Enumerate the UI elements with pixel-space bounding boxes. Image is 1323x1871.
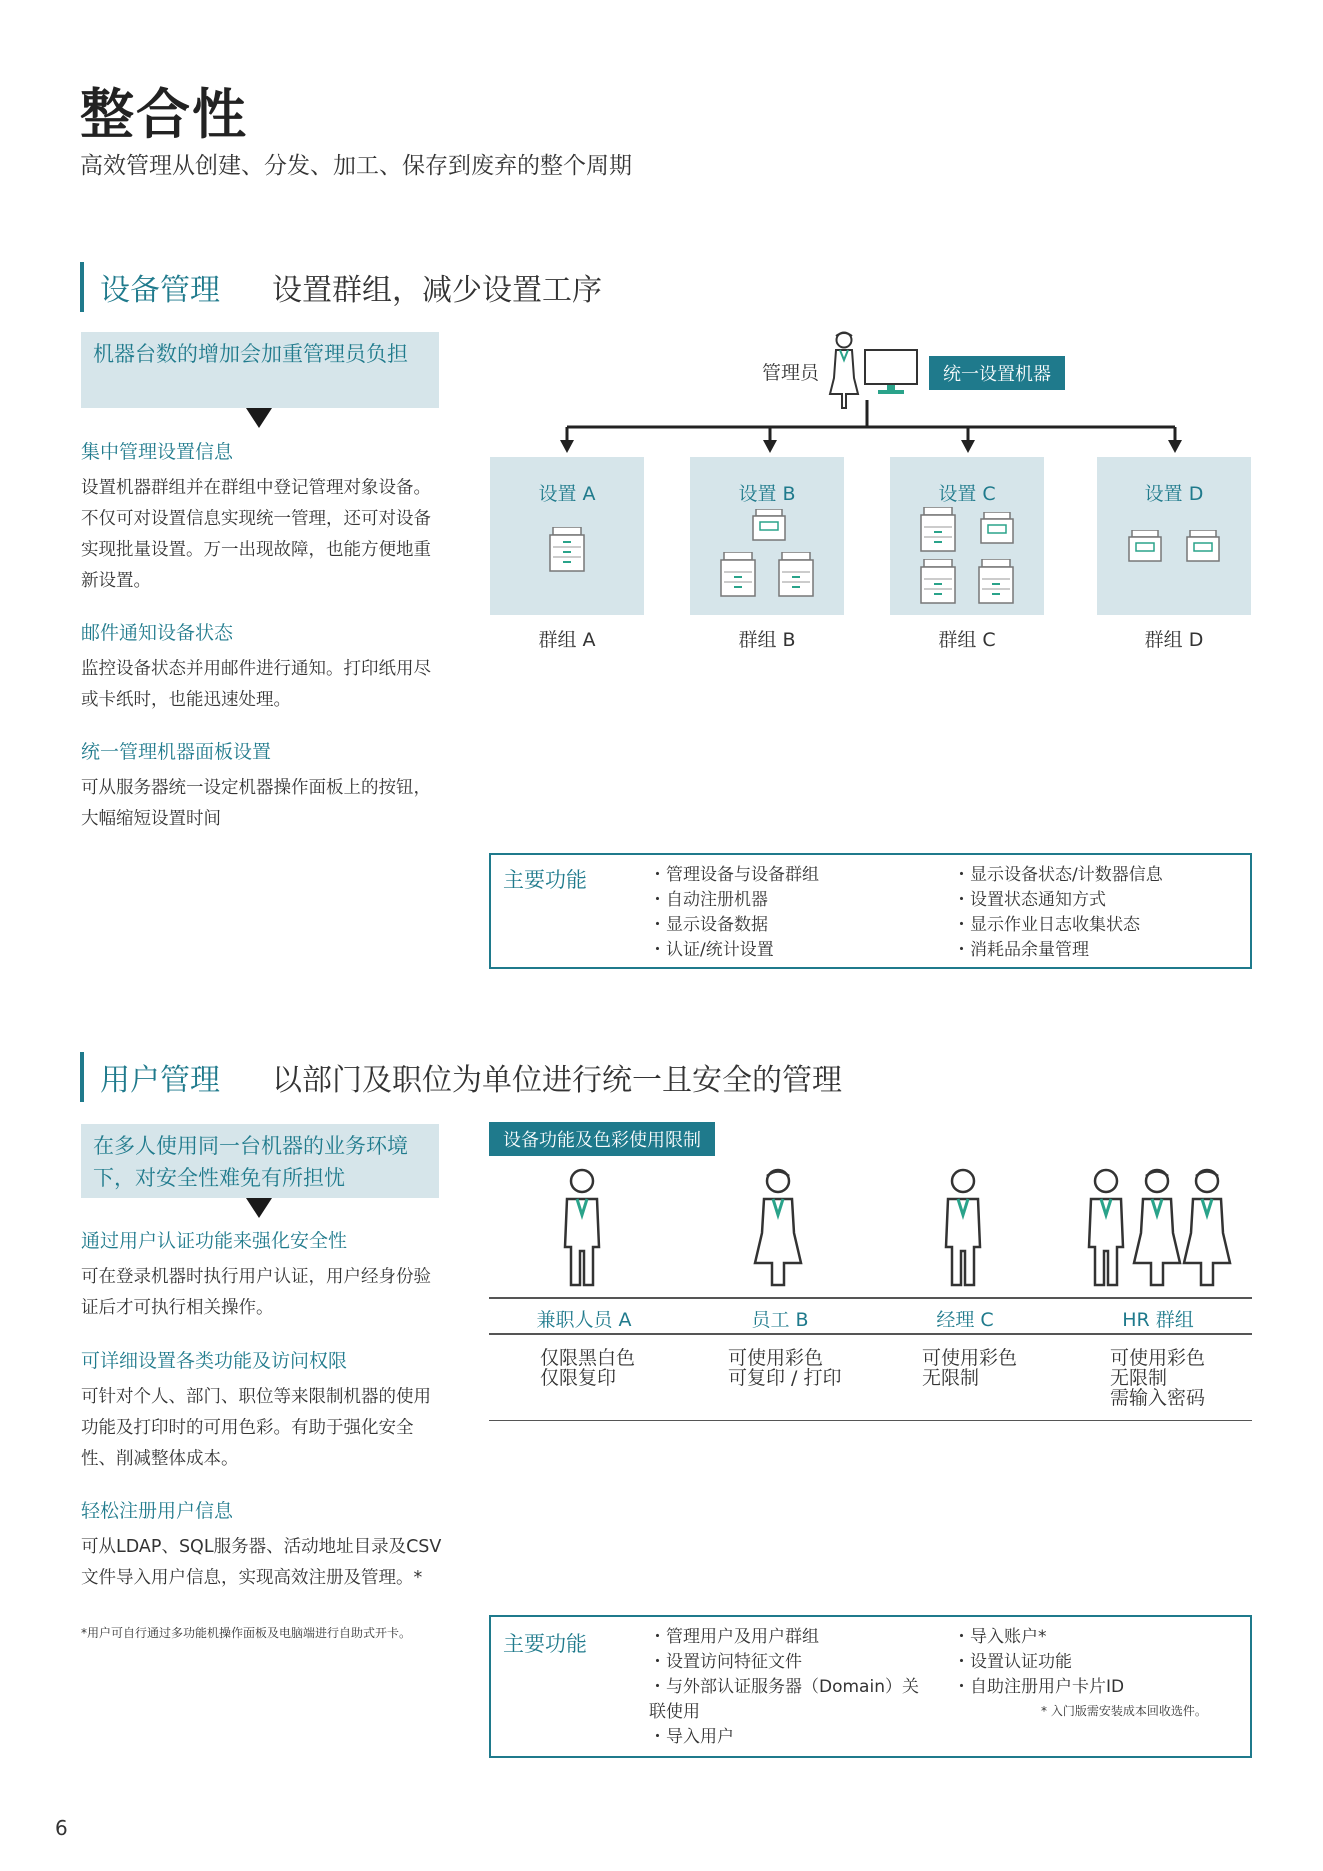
admin-label: 管理员: [762, 362, 820, 384]
feature-item: ・ 管理用户及用户群组: [649, 1625, 919, 1650]
page-subtitle: 高效管理从创建、分发、加工、保存到废弃的整个周期: [80, 153, 632, 179]
role-perms: [922, 1348, 1017, 1388]
male-person-icon: [1083, 1167, 1129, 1287]
role-label: HR 群组: [1122, 1309, 1194, 1331]
device-concern-box: 机器台数的增加会加重管理员负担: [81, 332, 439, 408]
feature-item: ・ 显示作业日志收集状态: [953, 913, 1163, 938]
arrow-down-icon: [246, 1198, 272, 1218]
feature-item: ・ 设置访问特征文件: [649, 1650, 919, 1675]
feature-item: ・ 导入用户: [649, 1725, 919, 1750]
printer-icon: [920, 559, 956, 605]
setting-label: 设置 C: [938, 483, 996, 505]
group-caption: 群组 C: [938, 629, 996, 651]
feature-item: ・ 认证/统计设置: [649, 938, 819, 963]
role-perms: [728, 1348, 841, 1388]
male-person-icon: [940, 1167, 986, 1287]
setting-label: 设置 D: [1144, 483, 1204, 505]
device-section-slogan: 设置群组，减少设置工序: [272, 273, 602, 308]
perm-item: 可使用彩色: [1110, 1347, 1206, 1369]
perm-item: 无限制: [1110, 1367, 1168, 1389]
user-point-heading: 通过用户认证功能来强化安全性: [81, 1230, 348, 1252]
perm-item: 仅限黑白色: [540, 1347, 636, 1369]
printer-icon: [752, 509, 786, 541]
feature-item: ・ 自动注册机器: [649, 888, 819, 913]
user-concern-box: 在多人使用同一台机器的业务环境下，对安全性难免有所担忧: [81, 1124, 439, 1198]
setting-box-d: [1097, 457, 1251, 615]
perm-item: 仅限复印: [540, 1367, 617, 1389]
features-col-2: [953, 1625, 1124, 1700]
user-section-slogan: 以部门及职位为单位进行统一且安全的管理: [272, 1063, 842, 1098]
role-label: 经理 C: [936, 1309, 994, 1331]
printer-icon: [778, 552, 814, 598]
setting-label: 设置 B: [738, 483, 796, 505]
user-point-text: 可在登录机器时执行用户认证，用户经身份验证后才可执行相关操作。: [81, 1267, 431, 1318]
arrow-down-icon: [246, 408, 272, 428]
role-perms: [540, 1348, 635, 1388]
user-footnote: *用户可自行通过多功能机操作面板及电脑端进行自助式开卡。: [81, 1626, 412, 1640]
divider: [489, 1333, 1252, 1335]
device-section-header: [80, 262, 602, 312]
setting-box-b: [690, 457, 844, 615]
printer-icon: [1186, 530, 1220, 562]
feature-item: ・ 与外部认证服务器（Domain）关联使用: [649, 1675, 919, 1725]
features-col-1: [649, 863, 819, 963]
printer-icon: [1128, 530, 1162, 562]
device-point-text: 可从服务器统一设定机器操作面板上的按钮，大幅缩短设置时间: [81, 778, 431, 829]
group-caption: 群组 B: [738, 629, 796, 651]
user-section-name: 用户管理: [100, 1063, 220, 1098]
admin-person-icon: [826, 330, 862, 410]
features-col-1: [649, 1625, 919, 1750]
group-caption: 群组 D: [1144, 629, 1204, 651]
perm-item: 可使用彩色: [922, 1347, 1018, 1369]
unified-settings-tag: 统一设置机器: [929, 356, 1065, 390]
feature-item: ・ 管理设备与设备群组: [649, 863, 819, 888]
perm-item: 可使用彩色: [728, 1347, 824, 1369]
printer-icon: [978, 559, 1014, 605]
features-title: 主要功能: [503, 868, 587, 892]
feature-item: ・ 消耗品余量管理: [953, 938, 1163, 963]
device-point-heading: 统一管理机器面板设置: [81, 741, 272, 763]
user-point-text: 可针对个人、部门、职位等来限制机器的使用功能及打印时的可用色彩。有助于强化安全性、削减整体成本。: [81, 1387, 431, 1469]
setting-label: 设置 A: [538, 483, 596, 505]
features-col-2: [953, 863, 1163, 963]
device-point-heading: 集中管理设置信息: [81, 441, 234, 463]
printer-icon: [980, 512, 1014, 544]
user-point-text: 可从LDAP、SQL服务器、活动地址目录及CSV文件导入用户信息，实现高效注册及管理。*: [81, 1537, 442, 1588]
user-point-heading: 可详细设置各类功能及访问权限: [81, 1350, 348, 1372]
device-point-text: 监控设备状态并用邮件进行通知。打印纸用尽或卡纸时，也能迅速处理。: [81, 659, 431, 710]
features-title: 主要功能: [503, 1632, 587, 1656]
female-person-icon: [1181, 1167, 1233, 1287]
device-point-text: 设置机器群组并在群组中登记管理对象设备。不仅可对设置信息实现统一管理，还可对设备实现批量设置。万一出现故障，也能方便地重新设置。: [81, 478, 431, 591]
female-person-icon: [752, 1167, 804, 1287]
user-section-header: [80, 1052, 842, 1102]
printer-icon: [549, 527, 585, 573]
perm-item: 需输入密码: [1110, 1387, 1206, 1409]
restriction-tag: 设备功能及色彩使用限制: [489, 1122, 715, 1156]
divider: [489, 1297, 1252, 1299]
page-title: 整合性: [80, 83, 248, 146]
printer-icon: [920, 507, 956, 553]
user-point-heading: 轻松注册用户信息: [81, 1500, 234, 1522]
perm-item: 可复印 / 打印: [728, 1367, 842, 1389]
device-features-box: [489, 853, 1252, 969]
feature-item: ・ 自助注册用户卡片ID: [953, 1675, 1124, 1700]
divider: [489, 1420, 1252, 1421]
male-person-icon: [559, 1167, 605, 1287]
group-caption: 群组 A: [538, 629, 596, 651]
distribution-tree: [560, 400, 1192, 455]
role-label: 兼职人员 A: [536, 1309, 632, 1331]
device-section-name: 设备管理: [100, 273, 220, 308]
features-note: * 入门版需安装成本回收选件。: [1041, 1704, 1207, 1718]
device-point-heading: 邮件通知设备状态: [81, 622, 234, 644]
printer-icon: [720, 552, 756, 598]
female-person-icon: [1131, 1167, 1183, 1287]
setting-box-a: [490, 457, 644, 615]
feature-item: ・ 显示设备状态/计数器信息: [953, 863, 1163, 888]
feature-item: ・ 设置认证功能: [953, 1650, 1124, 1675]
user-features-box: [489, 1615, 1252, 1758]
role-label: 员工 B: [751, 1309, 809, 1331]
feature-item: ・ 设置状态通知方式: [953, 888, 1163, 913]
perm-item: 无限制: [922, 1367, 980, 1389]
page-number: 6: [55, 1816, 68, 1840]
feature-item: ・ 导入账户*: [953, 1625, 1124, 1650]
setting-box-c: [890, 457, 1044, 615]
role-perms: [1110, 1348, 1205, 1408]
feature-item: ・ 显示设备数据: [649, 913, 819, 938]
monitor-icon: [864, 349, 918, 395]
